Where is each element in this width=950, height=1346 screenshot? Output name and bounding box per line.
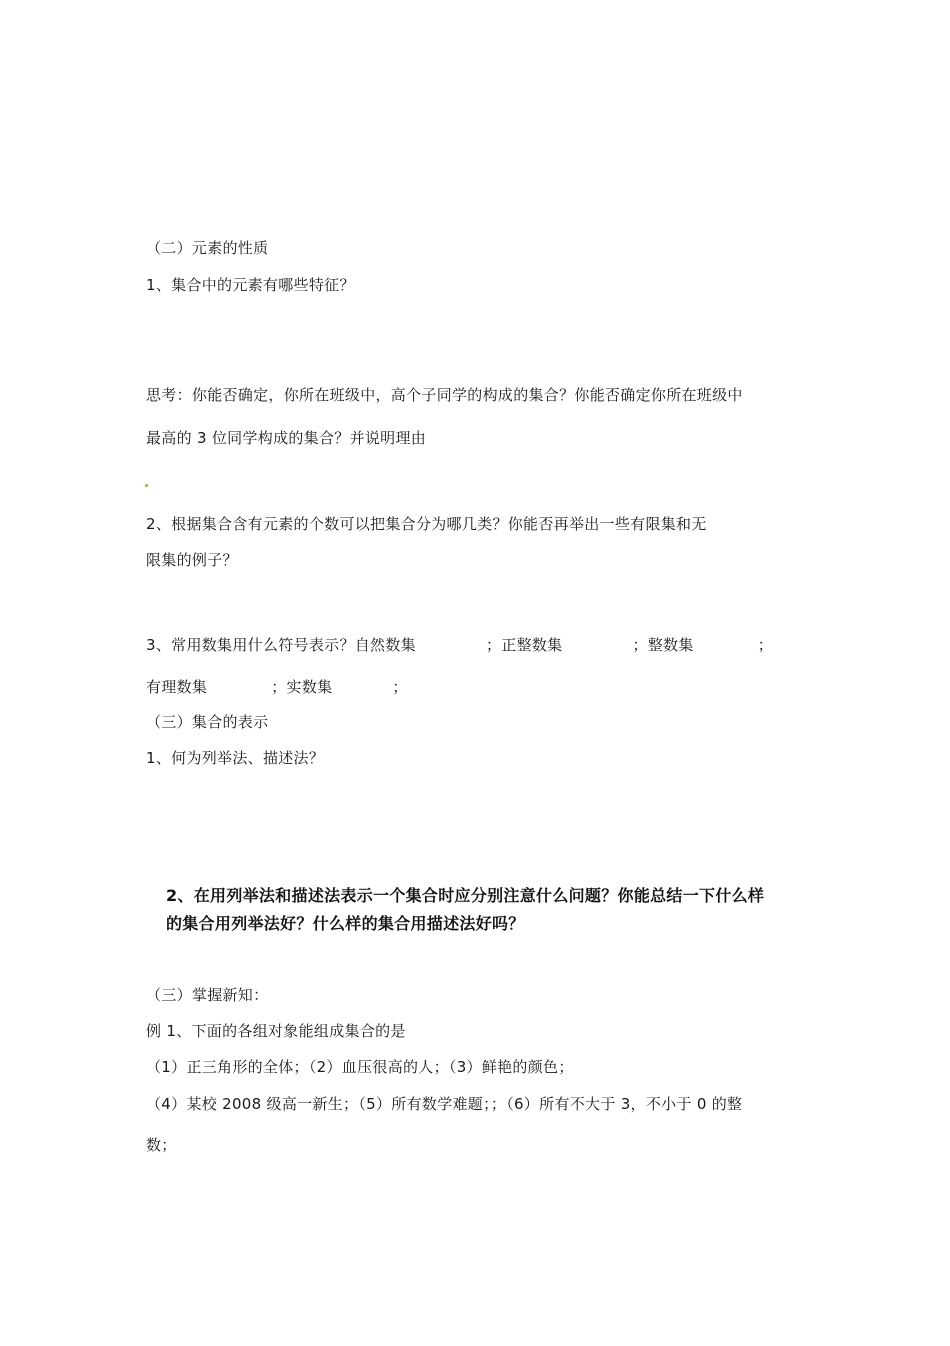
example-1-options-2: （4）某校 2008 级高一新生；（5）所有数学难题；；（6）所有不大于 3，不小于 0 的整 bbox=[146, 1095, 743, 1113]
separator: ； bbox=[485, 636, 502, 654]
think-question-line-2: 最高的 3 位同学构成的集合？并说明理由 bbox=[146, 429, 427, 447]
question-3-line-1 bbox=[146, 635, 773, 655]
question-1-element-features: 1、集合中的元素有哪些特征？ bbox=[146, 276, 355, 294]
bold-question-line-1: 2、在用列举法和描述法表示一个集合时应分别注意什么问题？你能总结一下什么样 bbox=[166, 886, 765, 905]
label-positive-integers: 正整数集 bbox=[501, 636, 563, 654]
example-1-options-3: 数； bbox=[146, 1136, 177, 1154]
question-2-line-2: 限集的例子？ bbox=[146, 551, 238, 569]
example-1-title: 例 1、下面的各组对象能组成集合的是 bbox=[146, 1022, 406, 1040]
bold-question-line-2: 的集合用列举法好？什么样的集合用描述法好吗？ bbox=[166, 914, 525, 933]
section-heading-new-knowledge: （三）掌握新知： bbox=[146, 986, 269, 1004]
example-1-options-1: （1）正三角形的全体；（2）血压很高的人；（3）鲜艳的颜色； bbox=[146, 1058, 574, 1076]
separator: ； bbox=[757, 636, 773, 654]
question-2-line-1: 2、根据集合含有元素的个数可以把集合分为哪几类？你能否再举出一些有限集和无 bbox=[146, 515, 707, 533]
separator: ； bbox=[632, 636, 648, 654]
think-question-line-1: 思考：你能否确定，你所在班级中，高个子同学的构成的集合？你能否确定你所在班级中 bbox=[146, 386, 743, 404]
label-reals: 实数集 bbox=[286, 678, 333, 696]
question-1-listing-description: 1、何为列举法、描述法？ bbox=[146, 749, 325, 767]
label-integers: 整数集 bbox=[647, 636, 694, 654]
separator: ； bbox=[392, 678, 408, 696]
question-3-line-2 bbox=[146, 677, 408, 697]
question-3-prefix: 3、常用数集用什么符号表示？自然数集 bbox=[146, 636, 416, 654]
section-heading-set-representation: （三）集合的表示 bbox=[146, 713, 269, 731]
section-heading-element-properties: （二）元素的性质 bbox=[146, 239, 269, 257]
separator: ； bbox=[271, 678, 287, 696]
label-rationals: 有理数集 bbox=[146, 678, 208, 696]
scan-speck bbox=[145, 484, 148, 487]
